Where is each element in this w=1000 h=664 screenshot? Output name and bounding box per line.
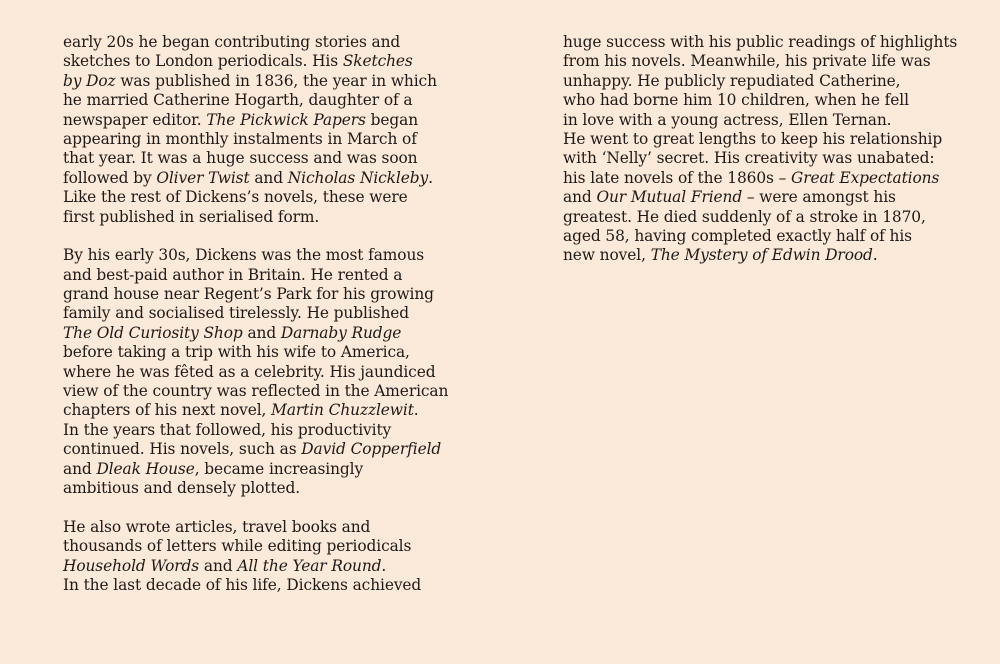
italic-title-text: Household Words [63,556,200,575]
body-text: sketches to London periodicals. His [63,52,343,71]
body-text: greatest. He died suddenly of a stroke in 1870, [563,207,926,226]
text-line [63,169,443,188]
body-text: newspaper editor. [63,110,207,129]
text-line [63,72,443,91]
text-line [563,130,943,149]
body-text: In the years that followed, his productivity [63,420,392,439]
body-text: aged 58, having completed exactly half of his [563,226,912,245]
text-line [63,440,443,459]
body-text: view of the country was reflected in the American [63,382,449,401]
italic-title-text: The Old Curiosity Shop [63,323,243,342]
italic-title-text: Great Expectations [791,168,940,187]
text-line [63,479,443,498]
body-text: with ‘Nelly’ secret. His creativity was unabated: [563,149,935,168]
text-line [63,421,443,440]
body-text: early 20s he began contributing stories and [63,33,401,51]
text-line [563,91,943,110]
text-line [563,149,943,168]
body-text: where he was fêted as a celebrity. His jaundiced [63,362,436,381]
text-line [63,557,443,576]
body-text: before taking a trip with his wife to America, [63,343,410,362]
body-text: appearing in monthly instalments in March of [63,129,417,148]
body-text: new novel, [563,246,651,265]
paragraph-break [63,498,443,517]
italic-title-text: Dleak House [96,459,195,478]
text-line [63,246,443,265]
body-text: . [872,246,878,265]
text-line [63,518,443,537]
text-line [63,324,443,343]
text-line [63,285,443,304]
body-text: in love with a young actress, Ellen Ternan. [563,110,892,129]
text-line [63,111,443,130]
italic-title-text: Oliver Twist [156,168,250,187]
text-line [563,111,943,130]
body-text: family and socialised tirelessly. He published [63,304,410,323]
italic-title-text: All the Year Round [237,556,382,575]
text-line [563,33,958,52]
text-line [63,304,443,323]
body-text: that year. It was a huge success and was soon [63,149,418,168]
body-text: . [413,401,419,420]
italic-title-text: Sketches [342,52,413,71]
body-text: thousands of letters while editing periodicals [63,537,412,556]
body-text: – were amongst his [742,188,896,207]
text-line [63,382,449,401]
body-text: first published in serialised form. [63,207,320,226]
body-text: By his early 30s, Dickens was the most famous [63,246,425,265]
body-text: and [199,556,238,575]
text-line [63,460,443,479]
text-line [63,401,443,420]
body-text: and [563,188,597,207]
right-text-column [563,33,958,266]
text-line [63,363,443,382]
italic-title-text: Darnaby Rudge [280,323,402,342]
text-line [563,208,943,227]
text-line [563,246,943,265]
italic-title-text: The Pickwick Papers [206,110,366,129]
text-line [563,52,943,71]
body-text: and best-paid author in Britain. He rented a [63,265,403,284]
body-text: . [381,556,387,575]
text-line [63,537,443,556]
text-line [63,149,443,168]
italic-title-text: Our Mutual Friend [596,188,743,207]
text-line [563,188,943,207]
left-text-column [63,33,449,595]
text-line [63,266,443,285]
text-line [63,33,443,52]
body-text: and [63,459,97,478]
body-text: who had borne him 10 children, when he fell [563,91,909,110]
body-text: He went to great lengths to keep his relationship [563,129,943,148]
text-line [63,52,443,71]
text-line [63,576,443,595]
text-line [63,343,443,362]
body-text: followed by [63,168,157,187]
italic-title-text: David Copperfield [301,440,442,459]
body-text: huge success with his public readings of highlights [563,33,958,51]
body-text: unhappy. He publicly repudiated Catherine, [563,71,901,90]
text-line [563,72,943,91]
body-text: Like the rest of Dickens’s novels, these were [63,188,408,207]
body-text: grand house near Regent’s Park for his growing [63,285,434,304]
paragraph-break [63,227,443,246]
body-text: chapters of his next novel, [63,401,272,420]
body-text: and [242,323,281,342]
body-text: he married Catherine Hogarth, daughter of a [63,91,413,110]
body-text: . [428,168,433,187]
body-text: began [365,110,419,129]
text-line [63,130,443,149]
italic-title-text: Martin Chuzzlewit [271,401,414,420]
body-text: his late novels of the 1860s – [563,168,792,187]
body-text: In the last decade of his life, Dickens achieved [63,575,422,594]
text-line [63,188,443,207]
italic-title-text: by Doz [63,71,116,90]
italic-title-text: The Mystery of Edwin Drood [650,246,873,265]
body-text: was published in 1836, the year in which [115,71,437,90]
text-line [563,227,943,246]
body-text: ambitious and densely plotted. [63,478,301,497]
body-text: He also wrote articles, travel books and [63,517,371,536]
text-line [63,208,443,227]
text-line [563,169,943,188]
text-line [63,91,443,110]
body-text: from his novels. Meanwhile, his private life was [563,52,931,71]
body-text: , became increasingly [194,459,364,478]
body-text: and [249,168,288,187]
italic-title-text: Nicholas Nickleby [287,168,429,187]
body-text: continued. His novels, such as [63,440,302,459]
